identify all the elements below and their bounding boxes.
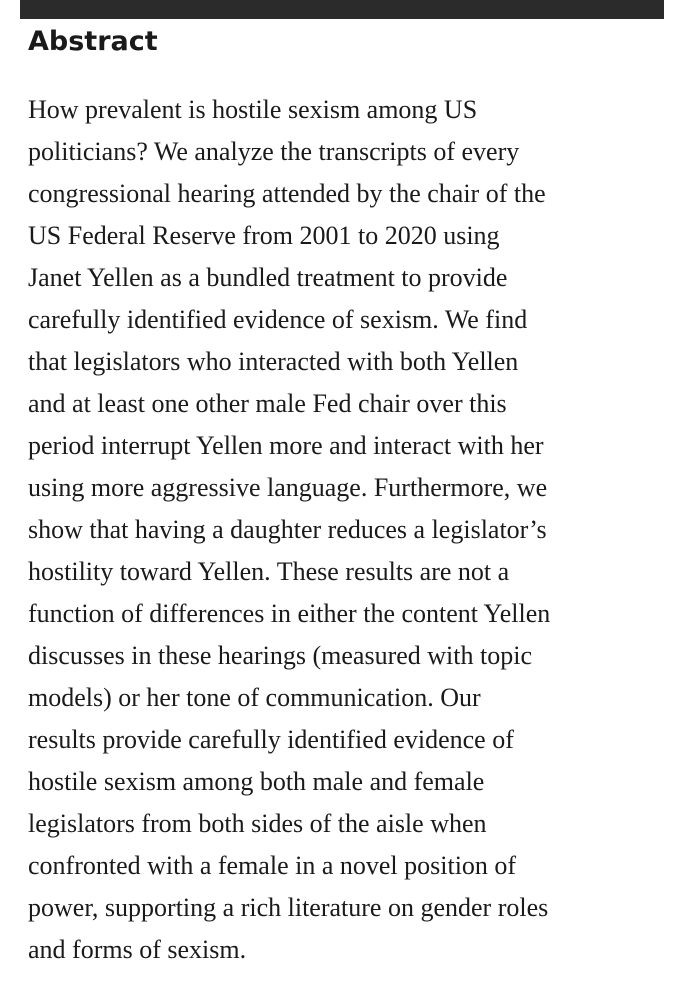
abstract-line: US Federal Reserve from 2001 to 2020 using [28, 221, 500, 250]
abstract-line: using more aggressive language. Furthermore, we [28, 473, 548, 502]
header-bar [20, 0, 664, 19]
abstract-line: and forms of sexism. [28, 935, 247, 964]
abstract-line: How prevalent is hostile sexism among US [28, 95, 478, 124]
abstract-line: period interrupt Yellen more and interact with her [28, 431, 544, 460]
abstract-line: power, supporting a rich literature on gender roles [28, 893, 549, 922]
abstract-line: and at least one other male Fed chair over this [28, 389, 507, 418]
abstract-heading: Abstract [28, 26, 158, 57]
abstract-line: models) or her tone of communication. Our [28, 683, 481, 712]
abstract-body [28, 89, 668, 971]
abstract-line: function of differences in either the content Yellen [28, 599, 551, 628]
abstract-line: legislators from both sides of the aisle when [28, 809, 487, 838]
abstract-line: congressional hearing attended by the chair of the [28, 179, 546, 208]
abstract-line: Janet Yellen as a bundled treatment to provide [28, 263, 508, 292]
abstract-line: politicians? We analyze the transcripts of every [28, 137, 520, 166]
abstract-line: results provide carefully identified evidence of [28, 725, 514, 754]
abstract-line: discusses in these hearings (measured with topic [28, 641, 532, 670]
abstract-line: show that having a daughter reduces a legislator’s [28, 515, 547, 544]
abstract-line: hostility toward Yellen. These results are not a [28, 557, 510, 586]
abstract-line: that legislators who interacted with both Yellen [28, 347, 519, 376]
abstract-line: carefully identified evidence of sexism. We find [28, 305, 528, 334]
abstract-line: confronted with a female in a novel position of [28, 851, 517, 880]
abstract-line: hostile sexism among both male and female [28, 767, 485, 796]
